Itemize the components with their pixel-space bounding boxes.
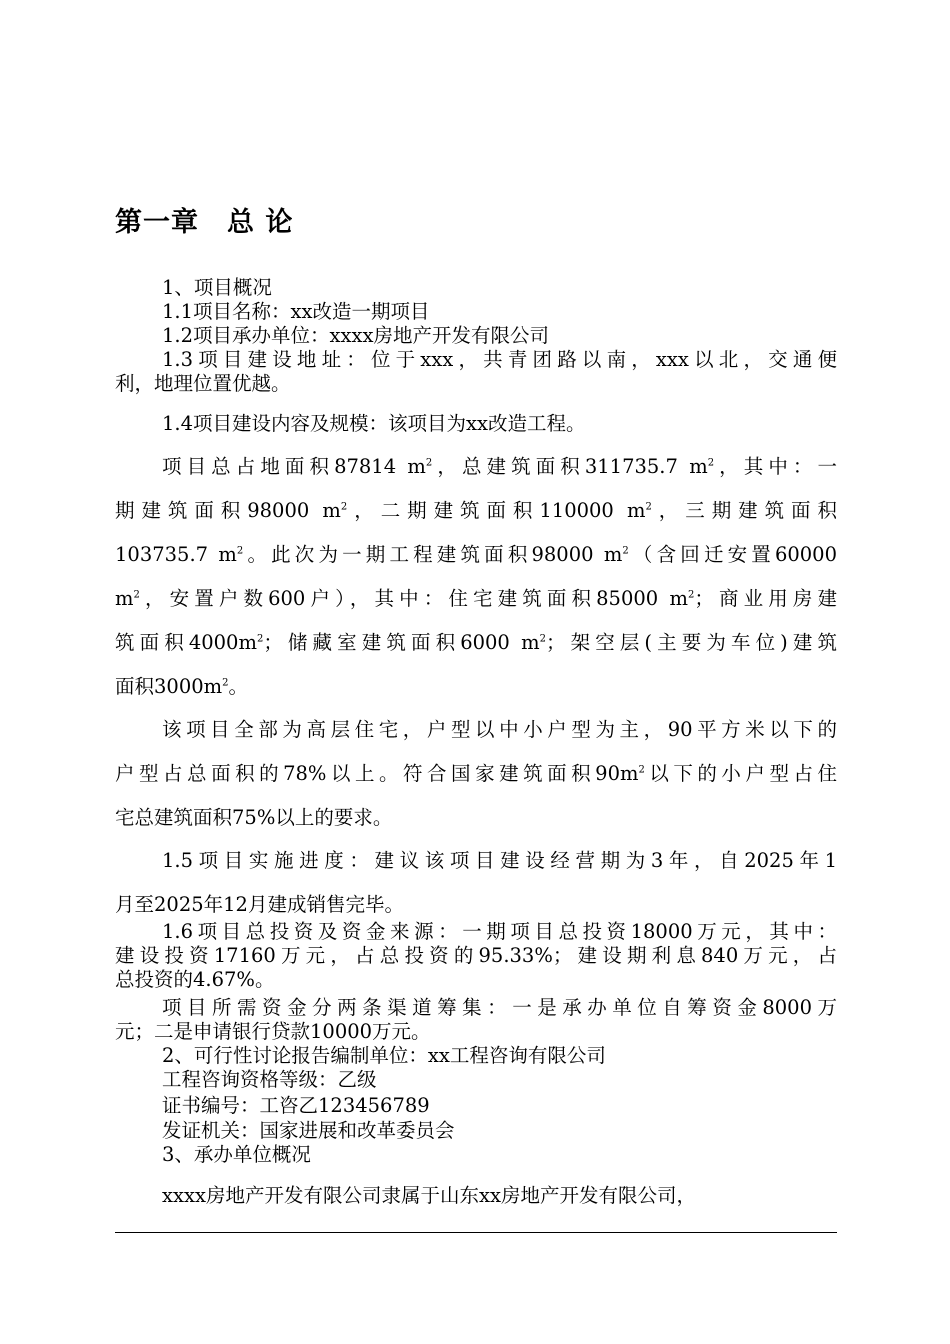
footer-rule [115, 1232, 837, 1233]
funding-line: 项目所需资金分两条渠道筹集：一是承办单位自筹资金8000万 [162, 996, 837, 1019]
housing-paragraph-line: 该项目全部为高层住宅，户型以中小户型为主，90平方米以下的 [162, 718, 837, 741]
area-paragraph-line: $m^2$，安置户数600户），其中：住宅建筑面积85000 $m^2$；商业用房建 [115, 587, 837, 610]
area-paragraph-line: 项目总占地面积87814 $m^2$，总建筑面积311735.7 $m^2$，其中：一 [162, 455, 837, 478]
area-paragraph-line: 筑面积$4000m^2$；储藏室建筑面积6000 $m^2$；架空层(主要为车位)建筑 [115, 631, 838, 654]
housing-paragraph-line: 户型占总面积的78%以上。符合国家建筑面积$90m^2$以下的小户型占住 [115, 762, 837, 785]
issuer-line: 发证机关：国家进展和改革委员会 [162, 1119, 455, 1142]
sponsor-paragraph-line: xxxx房地产开发有限公司隶属于山东xx房地产开发有限公司， [162, 1184, 696, 1207]
project-name-line: 1.1项目名称：xx改造一期项目 [162, 300, 430, 323]
investment-line: 1.6项目总投资及资金来源：一期项目总投资18000万元，其中： [162, 920, 837, 943]
area-paragraph-line: 103735.7 $m^2$。此次为一期工程建筑面积98000 $m^2$（含回迁安置60000 [115, 543, 837, 566]
area-paragraph-line: 面积$3000m^2$。 [115, 675, 249, 698]
investment-line-cont: 总投资的4.67%。 [115, 968, 275, 991]
housing-paragraph-line: 宅总建筑面积75%以上的要求。 [115, 806, 393, 829]
investment-line-cont: 建设投资17160万元，占总投资的95.33%；建设期利息840万元，占 [115, 944, 837, 967]
section-heading-overview: 1、项目概况 [162, 276, 272, 299]
report-unit-line: 2、可行性讨论报告编制单位：xx工程咨询有限公司 [162, 1044, 606, 1067]
project-address-line: 1.3项目建设地址：位于xxx，共青团路以南，xxx以北，交通便 [162, 348, 837, 371]
funding-line-cont: 元；二是申请银行贷款10000万元。 [115, 1020, 431, 1043]
certificate-line: 证书编号：工咨乙123456789 [162, 1094, 430, 1117]
qualification-line: 工程咨询资格等级：乙级 [162, 1068, 377, 1091]
area-paragraph-line: 期建筑面积98000 $m^2$，二期建筑面积110000 $m^2$，三期建筑面积 [115, 499, 837, 522]
project-unit-line: 1.2项目承办单位：xxxx房地产开发有限公司 [162, 324, 550, 347]
project-content-line: 1.4项目建设内容及规模：该项目为xx改造工程。 [162, 412, 586, 435]
chapter-title: 第一章 总 论 [115, 207, 294, 238]
project-address-line-cont: 利，地理位置优越。 [115, 372, 291, 395]
section-heading-sponsor: 3、承办单位概况 [162, 1143, 311, 1166]
schedule-line-cont: 月至2025年12月建成销售完毕。 [115, 893, 404, 916]
schedule-line: 1.5项目实施进度：建议该项目建设经营期为3年，自2025年1 [162, 849, 837, 872]
